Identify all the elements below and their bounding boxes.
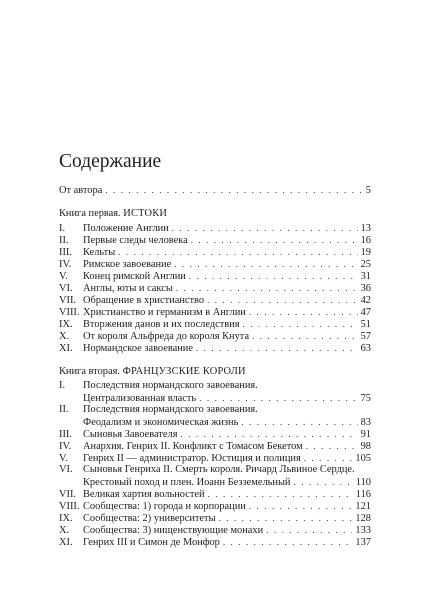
toc-entry[interactable] bbox=[59, 222, 371, 234]
toc-entry[interactable] bbox=[59, 500, 371, 512]
chapter-number: VII. bbox=[59, 295, 77, 306]
chapter-number: III. bbox=[59, 247, 72, 258]
chapter-title: Великая хартия вольностей bbox=[83, 489, 205, 500]
toc-entry[interactable] bbox=[59, 258, 371, 270]
chapter-number: XI. bbox=[59, 537, 73, 548]
book-name: ФРАНЦУЗСКИЕ КОРОЛИ bbox=[122, 366, 246, 377]
chapter-page: 137 bbox=[355, 537, 371, 548]
chapter-number: IV. bbox=[59, 259, 72, 270]
chapter-title: Анархия. Генрих II. Конфликт с Томасом Бекетом bbox=[83, 441, 303, 452]
toc-entry[interactable] bbox=[59, 404, 371, 428]
chapter-page: 47 bbox=[360, 307, 371, 318]
chapter-title: Христианство и германизм в Англии bbox=[83, 307, 246, 318]
toc-entry[interactable] bbox=[59, 246, 371, 258]
book-1-chapter-list bbox=[59, 222, 371, 354]
toc-entry-line bbox=[59, 440, 371, 452]
chapter-number: VII. bbox=[59, 489, 77, 500]
toc-entry-line bbox=[59, 536, 371, 548]
chapter-page: 42 bbox=[360, 295, 371, 306]
table-of-contents bbox=[59, 184, 371, 548]
toc-entry[interactable] bbox=[59, 294, 371, 306]
chapter-number: X. bbox=[59, 331, 70, 342]
book-prefix: Книга первая. bbox=[59, 208, 121, 219]
chapter-title: Централизованная власть bbox=[83, 393, 197, 404]
toc-entry-line bbox=[59, 428, 371, 440]
chapter-page: 98 bbox=[360, 441, 371, 452]
chapter-number: III. bbox=[59, 429, 72, 440]
leader-dots bbox=[118, 246, 357, 258]
leader-dots bbox=[172, 222, 358, 234]
toc-entry[interactable] bbox=[59, 342, 371, 354]
toc-entry-line bbox=[59, 294, 371, 306]
chapter-title-line1: Последствия нормандского завоевания. bbox=[83, 380, 258, 391]
toc-entry[interactable] bbox=[59, 306, 371, 318]
leader-dots bbox=[176, 282, 358, 294]
chapter-page: 25 bbox=[360, 259, 371, 270]
chapter-page: 36 bbox=[360, 283, 371, 294]
toc-entry[interactable] bbox=[59, 330, 371, 342]
toc-entry[interactable] bbox=[59, 464, 371, 488]
toc-entry[interactable] bbox=[59, 318, 371, 330]
chapter-title: Сообщества: 1) города и корпорации bbox=[83, 501, 246, 512]
toc-entry-line bbox=[59, 270, 371, 282]
toc-entry-second-line bbox=[59, 476, 371, 488]
book-prefix: Книга вторая. bbox=[59, 366, 120, 377]
chapter-page: 13 bbox=[360, 223, 371, 234]
toc-entry[interactable] bbox=[59, 270, 371, 282]
toc-entry[interactable] bbox=[59, 488, 371, 500]
toc-entry[interactable] bbox=[59, 282, 371, 294]
chapter-number: X. bbox=[59, 525, 70, 536]
chapter-title: Крестовый поход и плен. Иоанн Безземельный bbox=[83, 477, 291, 488]
toc-entry-line bbox=[59, 258, 371, 270]
chapter-page: 133 bbox=[355, 525, 371, 536]
leader-dots bbox=[243, 318, 358, 330]
toc-entry-second-line bbox=[59, 392, 371, 404]
leader-dots bbox=[306, 440, 358, 452]
toc-entry-line bbox=[59, 524, 371, 536]
leader-dots bbox=[181, 428, 358, 440]
toc-entry-line bbox=[59, 318, 371, 330]
chapter-page: 110 bbox=[355, 477, 371, 488]
chapter-number: I. bbox=[59, 380, 66, 391]
chapter-number: VIII. bbox=[59, 307, 80, 318]
chapter-number: IX. bbox=[59, 513, 73, 524]
chapter-title: Конец римской Англии bbox=[83, 271, 186, 282]
toc-entry[interactable] bbox=[59, 452, 371, 464]
toc-entry-author[interactable] bbox=[59, 184, 371, 196]
leader-dots bbox=[223, 536, 353, 548]
chapter-title-line1: Сыновья Генриха II. Смерть короля. Ричард Львиное Сердце. bbox=[83, 464, 355, 475]
chapter-number: II. bbox=[59, 404, 69, 415]
chapter-number: IX. bbox=[59, 319, 73, 330]
chapter-title: Кельты bbox=[83, 247, 116, 258]
chapter-title: Сыновья Завоевателя bbox=[83, 429, 178, 440]
chapter-title: Римское завоевание bbox=[83, 259, 172, 270]
chapter-page: 83 bbox=[360, 417, 371, 428]
chapter-number: XI. bbox=[59, 343, 73, 354]
leader-dots bbox=[189, 270, 358, 282]
leader-dots bbox=[191, 234, 358, 246]
chapter-page: 57 bbox=[360, 331, 371, 342]
toc-entry-second-line bbox=[59, 416, 371, 428]
chapter-page: 51 bbox=[360, 319, 371, 330]
chapter-number: VI. bbox=[59, 464, 73, 475]
toc-entry-first-line bbox=[59, 464, 371, 476]
book-name: ИСТОКИ bbox=[123, 208, 168, 219]
toc-entry-line bbox=[59, 512, 371, 524]
book-heading-1 bbox=[59, 208, 371, 220]
leader-dots bbox=[252, 330, 358, 342]
leader-dots bbox=[266, 524, 352, 536]
toc-entry[interactable] bbox=[59, 524, 371, 536]
toc-entry[interactable] bbox=[59, 512, 371, 524]
leader-dots bbox=[207, 294, 358, 306]
book-heading-2 bbox=[59, 366, 371, 378]
chapter-title: Нормандское завоевание bbox=[83, 343, 193, 354]
chapter-page: 75 bbox=[360, 393, 371, 404]
chapter-page: 105 bbox=[355, 453, 371, 464]
leader-dots bbox=[249, 500, 353, 512]
leader-dots bbox=[219, 512, 353, 524]
chapter-title: Положение Англии bbox=[83, 223, 169, 234]
chapter-page: 116 bbox=[355, 489, 371, 500]
toc-entry[interactable] bbox=[59, 380, 371, 404]
chapter-page: 128 bbox=[355, 513, 371, 524]
chapter-title: Вторжения данов и их последствия bbox=[83, 319, 240, 330]
book-2-chapter-list bbox=[59, 380, 371, 548]
toc-entry-first-line bbox=[59, 380, 371, 392]
toc-entry-line bbox=[59, 330, 371, 342]
leader-dots bbox=[294, 476, 353, 488]
chapter-title: Первые следы человека bbox=[83, 235, 188, 246]
toc-entry-line bbox=[59, 488, 371, 500]
chapter-title-line1: Последствия нормандского завоевания. bbox=[83, 404, 258, 415]
leader-dots bbox=[208, 488, 353, 500]
chapter-number: IV. bbox=[59, 441, 72, 452]
chapter-number: II. bbox=[59, 235, 69, 246]
leader-dots bbox=[174, 258, 357, 270]
toc-entry-title: От автора bbox=[59, 185, 103, 196]
chapter-title: Англы, юты и саксы bbox=[83, 283, 173, 294]
toc-entry-line bbox=[59, 342, 371, 354]
chapter-title: Генрих III и Симон де Монфор bbox=[83, 537, 220, 548]
toc-entry-line bbox=[59, 282, 371, 294]
toc-entry-line bbox=[59, 234, 371, 246]
page-title: Содержание bbox=[59, 151, 162, 172]
chapter-number: V. bbox=[59, 271, 68, 282]
leader-dots bbox=[249, 306, 358, 318]
chapter-page: 63 bbox=[360, 343, 371, 354]
toc-entry-line bbox=[59, 222, 371, 234]
toc-entry-line bbox=[59, 306, 371, 318]
toc-entry[interactable] bbox=[59, 428, 371, 440]
toc-entry-page: 5 bbox=[365, 185, 371, 196]
leader-dots bbox=[199, 392, 357, 404]
chapter-number: VI. bbox=[59, 283, 73, 294]
chapter-page: 91 bbox=[360, 429, 371, 440]
chapter-number: VIII. bbox=[59, 501, 80, 512]
toc-entry-line bbox=[59, 246, 371, 258]
chapter-title: Феодализм и экономическая жизнь bbox=[83, 417, 239, 428]
chapter-title: Обращение в христианство bbox=[83, 295, 205, 306]
chapter-title: Сообщества: 3) нищенствующие монахи bbox=[83, 525, 264, 536]
leader-dots bbox=[196, 342, 358, 354]
leader-dots bbox=[241, 416, 357, 428]
chapter-title: Сообщества: 2) университеты bbox=[83, 513, 216, 524]
chapter-page: 121 bbox=[355, 501, 371, 512]
toc-entry-first-line bbox=[59, 404, 371, 416]
chapter-number: I. bbox=[59, 223, 66, 234]
toc-entry[interactable] bbox=[59, 536, 371, 548]
toc-entry-line bbox=[59, 452, 371, 464]
chapter-page: 19 bbox=[360, 247, 371, 258]
chapter-page: 31 bbox=[360, 271, 371, 282]
chapter-title: Генрих II — администратор. Юстиция и полиция bbox=[83, 453, 301, 464]
chapter-title: От короля Альфреда до короля Кнута bbox=[83, 331, 250, 342]
toc-entry[interactable] bbox=[59, 440, 371, 452]
chapter-page: 16 bbox=[360, 235, 371, 246]
toc-entry-line bbox=[59, 500, 371, 512]
leader-dots bbox=[105, 184, 362, 196]
toc-entry[interactable] bbox=[59, 234, 371, 246]
leader-dots bbox=[304, 452, 353, 464]
chapter-number: V. bbox=[59, 453, 68, 464]
